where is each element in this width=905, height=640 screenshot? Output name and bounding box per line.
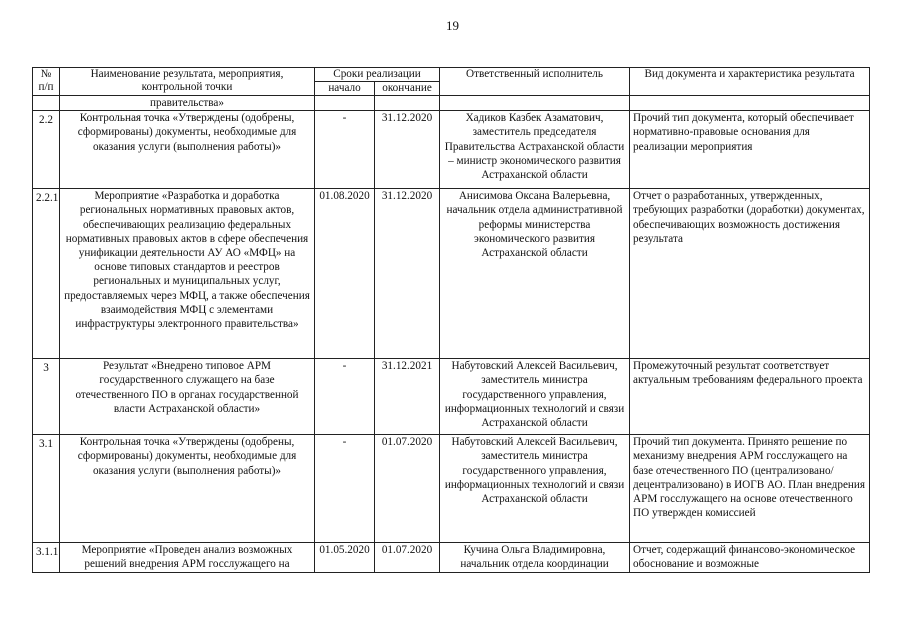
row-name: Результат «Внедрено типовое АРМ государственного служащего на базе отечественного ПО в органах государственной власти Астраханской области» <box>60 359 315 435</box>
table-row <box>33 111 870 189</box>
continuation-name: правительства» <box>60 96 315 111</box>
row-name: Контрольная точка «Утверждены (одобрены, сформированы) документы, необходимые для оказания услуги (выполнения работы)» <box>60 111 315 189</box>
row-responsible: Набутовский Алексей Васильевич, заместитель министра государственного управления, информационных технологий и связи Астраханской области <box>440 359 630 435</box>
row-end: 31.12.2021 <box>375 359 440 435</box>
row-end: 31.12.2020 <box>375 111 440 189</box>
table-row <box>33 543 870 572</box>
row-responsible: Набутовский Алексей Васильевич, заместитель министра государственного управления, информационных технологий и связи Астраханской области <box>440 435 630 543</box>
header-num: № п/п <box>33 68 60 96</box>
row-doc: Отчет о разработанных, утвержденных, требующих разработки (доработки) документах, обеспечивающих возможность достижения результата <box>630 189 870 359</box>
header-doc: Вид документа и характеристика результата <box>630 68 870 96</box>
page-number: 19 <box>446 18 459 33</box>
row-start: - <box>315 111 375 189</box>
row-name: Мероприятие «Проведен анализ возможных решений внедрения АРМ госслужащего на <box>81 544 293 571</box>
row-doc: Промежуточный результат соответствует актуальным требованиям федерального проекта <box>630 359 870 435</box>
header-end: окончание <box>375 82 440 96</box>
row-doc: Прочий тип документа. Принято решение по механизму внедрения АРМ госслужащего на базе отечественного ПО (централизовано/ децентрализовано) в ИОГВ АО. План внедрения АРМ госслужащего на основе отечественного ПО утвержден комиссией <box>630 435 870 543</box>
row-start: 01.08.2020 <box>315 189 375 359</box>
row-num: 3.1.1 <box>36 546 59 559</box>
row-start: 01.05.2020 <box>319 544 370 557</box>
row-doc: Отчет, содержащий финансово-экономическое обоснование и возможные <box>633 544 856 571</box>
row-responsible: Хадиков Казбек Азаматович, заместитель председателя Правительства Астраханской области – министр экономического развития Астраханской области <box>440 111 630 189</box>
row-name: Контрольная точка «Утверждены (одобрены, сформированы) документы, необходимые для оказания услуги (выполнения работы)» <box>60 435 315 543</box>
row-num: 2.2 <box>33 111 60 189</box>
row-end: 31.12.2020 <box>375 189 440 359</box>
row-start: - <box>315 359 375 435</box>
row-num: 3.1 <box>33 435 60 543</box>
header-responsible: Ответственный исполнитель <box>440 68 630 96</box>
row-end: 01.07.2020 <box>381 544 433 557</box>
results-table <box>32 67 870 573</box>
row-num: 3 <box>33 359 60 435</box>
table-row <box>33 359 870 435</box>
row-end: 01.07.2020 <box>375 435 440 543</box>
table-row <box>33 435 870 543</box>
header-dates: Сроки реализации <box>315 68 440 82</box>
header-name: Наименование результата, мероприятия, контрольной точки <box>60 68 315 96</box>
continuation-row <box>33 96 870 111</box>
table-row <box>33 189 870 359</box>
row-name: Мероприятие «Разработка и доработка региональных нормативных правовых актов, обеспечивающих реализацию федеральных нормативных правовых актов в сфере обеспечения унификации деятельности АУ АО «МФЦ» на основе типовых стандартов и реестров региональных и муниципальных услуг, предоставляемых через МФЦ, а также обеспечения взаимодействия МФЦ с элементами инфраструктуры электронного правительства» <box>60 189 315 359</box>
row-doc: Прочий тип документа, который обеспечивает нормативно-правовые основания для реализации мероприятия <box>630 111 870 189</box>
header-row <box>33 68 870 82</box>
row-num: 2.2.1 <box>33 189 60 359</box>
header-start: начало <box>315 82 375 96</box>
row-responsible: Анисимова Оксана Валерьевна, начальник отдела административной реформы министерства экономического развития Астраханской области <box>440 189 630 359</box>
row-responsible: Кучина Ольга Владимировна, начальник отдела координации <box>460 544 609 571</box>
row-start: - <box>315 435 375 543</box>
